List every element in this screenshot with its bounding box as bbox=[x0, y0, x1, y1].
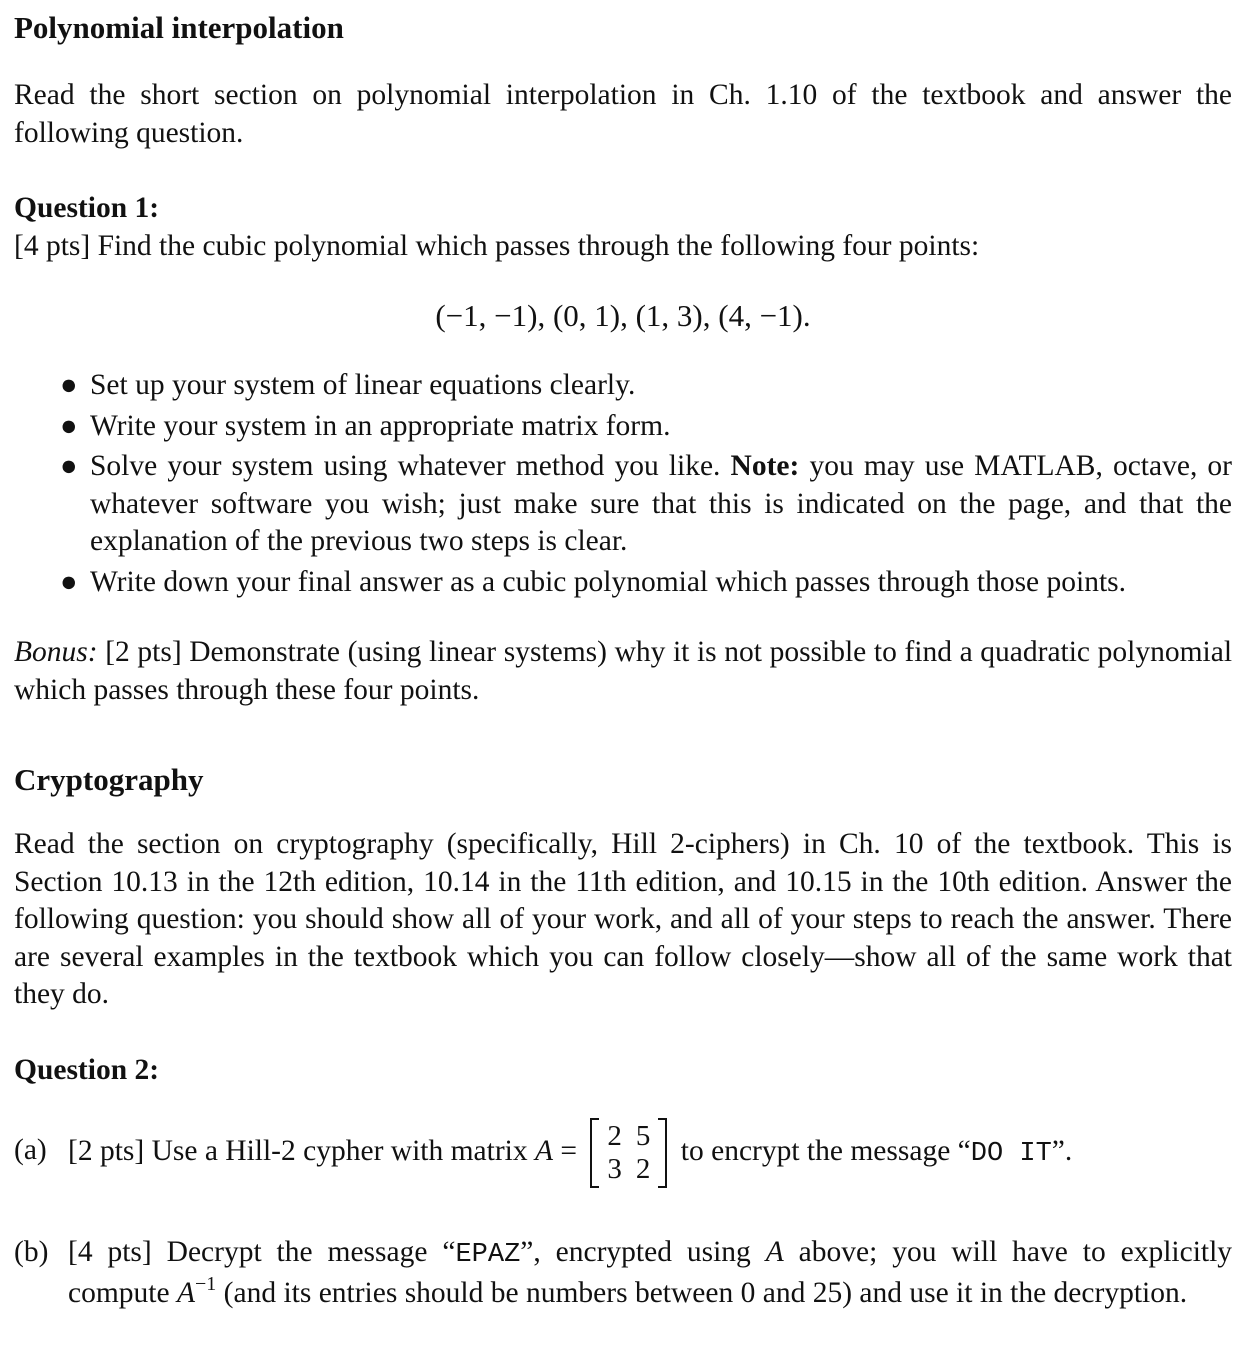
matrix-cell: 2 bbox=[635, 1153, 651, 1186]
bonus-paragraph bbox=[14, 634, 1232, 709]
bullet-item: ● Solve your system using whatever method you like. Note: you may use MATLAB, octave, or whatever software you wish; just make sure that this is indicated on the page, and that the explanation of the previous two steps is clear. bbox=[60, 450, 1233, 557]
bullet-icon: ● bbox=[60, 450, 78, 482]
bullet-item: ● Write your system in an appropriate matrix form. bbox=[14, 408, 1232, 446]
inverse-exponent: −1 bbox=[195, 1272, 217, 1295]
matrix-cell: 2 bbox=[607, 1120, 622, 1153]
bullet-icon: ● bbox=[60, 565, 78, 598]
matrix-name: A bbox=[765, 1236, 784, 1268]
note-text: you may use MATLAB, octave, or whatever software you wish; just make sure that this is indicated on the page, and that the explanation of the previous two steps is clear. bbox=[90, 450, 1233, 557]
bullet-icon: ● bbox=[60, 409, 78, 442]
section-title-polynomial: Polynomial interpolation bbox=[14, 10, 344, 45]
question1-prompt: [4 pts] Find the cubic polynomial which passes through the following four points: bbox=[14, 230, 980, 262]
matrix-a bbox=[590, 1120, 667, 1186]
part-a-text-after: to encrypt the message bbox=[680, 1135, 951, 1167]
part-a-label: (a) bbox=[14, 1134, 47, 1166]
part-a-text: [2 pts] Use a Hill-2 cypher with matrix bbox=[68, 1135, 528, 1167]
bullet-item: ● Write down your final answer as a cubic polynomial which passes through those points. bbox=[14, 564, 1232, 602]
part-b-label: (b) bbox=[14, 1236, 49, 1268]
part-b-message: “EPAZ” bbox=[442, 1236, 534, 1270]
question1-points: (−1, −1), (0, 1), (1, 3), (4, −1). bbox=[435, 298, 811, 333]
question2-heading: Question 2: bbox=[14, 1054, 160, 1086]
inverse-matrix: A bbox=[176, 1276, 195, 1309]
equals-sign: = bbox=[560, 1135, 578, 1167]
matrix-cell: 5 bbox=[635, 1120, 651, 1153]
bonus-text: [2 pts] Demonstrate (using linear systems) why it is not possible to find a quadratic polynomial which passes through these four points. bbox=[14, 636, 1233, 706]
matrix-cell: 3 bbox=[607, 1153, 622, 1186]
matrix-left-bracket bbox=[590, 1118, 599, 1188]
matrix-name: A bbox=[534, 1135, 554, 1167]
part-b-text-1: [4 pts] Decrypt the message bbox=[68, 1236, 428, 1268]
bonus-label: Bonus: bbox=[14, 636, 98, 668]
section-intro-polynomial: Read the short section on polynomial interpolation in Ch. 1.10 of the textbook and answer the following question. bbox=[14, 79, 1232, 149]
note-label: Note: bbox=[730, 450, 800, 482]
bullet-icon: ● bbox=[60, 369, 78, 401]
matrix-right-bracket bbox=[658, 1118, 667, 1188]
question1-heading: Question 1: bbox=[14, 192, 160, 224]
bullet-item: ● Set up your system of linear equations clearly. bbox=[14, 367, 1232, 405]
question2-part-a: (a) [2 pts] Use a Hill-2 cypher with matrix A = 2 5 3 2 to encrypt the message “DO IT”. bbox=[14, 1114, 1232, 1191]
section-intro-cryptography: Read the section on cryptography (specifically, Hill 2-ciphers) in Ch. 10 of the textbook. This is Section 10.13 in the 12th edition, 10.14 in the 11th edition, and 10.15 in the 10th edition. Answer the following question: you should show all of your work, and all of your steps to reach the answer. There are several examples in the textbook which you can follow closely—show all of the same work that they do. bbox=[14, 828, 1232, 1010]
question2-part-b: (b) [4 pts] Decrypt the message “EPAZ”, encrypted using A above; you will have to explicitly compute $A^{-1}$ (and its entries should be numbers between 0 and 25) and use it in the decryption. bbox=[14, 1236, 1233, 1309]
section-title-cryptography: Cryptography bbox=[14, 762, 204, 797]
part-a-message: “DO IT” bbox=[957, 1135, 1065, 1169]
question1-bullet-list bbox=[14, 367, 1232, 601]
